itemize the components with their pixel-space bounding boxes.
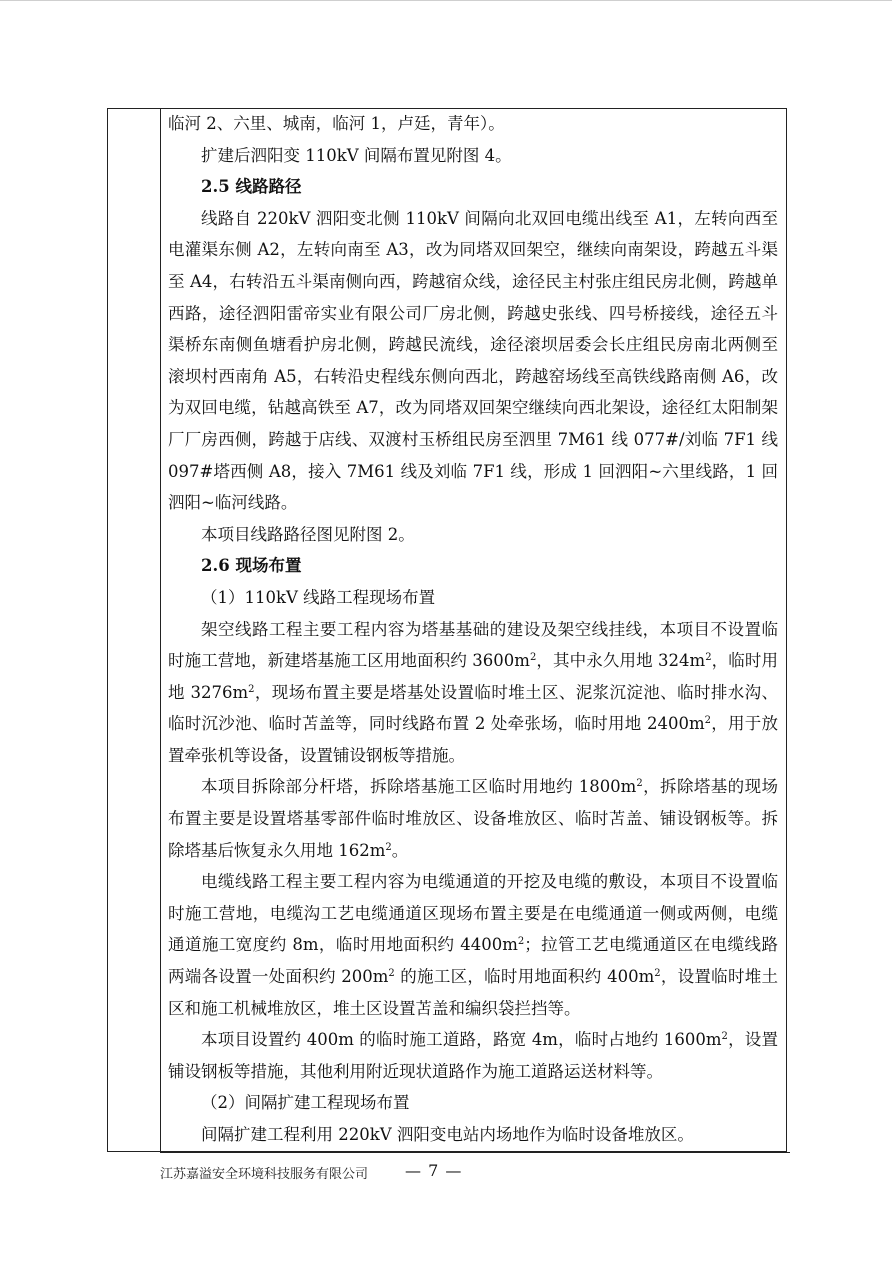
text-run: 电缆线路工程主要工程内容为电缆通道的开挖及电缆的敷设，本项目不设置临时施工营地，电缆沟工艺电缆通道区现场布置主要是在电缆通道一侧或两侧，电缆通道施工宽度约 8m，临时用地面积约 4400m (168, 872, 778, 955)
text-run: ，临时用地 3276m (168, 651, 779, 702)
superscript: 2 (248, 683, 255, 695)
paragraph: 本项目线路路径图见附图 2。 (201, 524, 415, 544)
text-run: 本项目拆除部分杆塔，拆除塔基施工区临时用地约 1800m (201, 777, 637, 797)
superscript: 2 (721, 1031, 728, 1043)
text-run: 。 (391, 840, 409, 860)
paragraph: 间隔扩建工程利用 220kV 泗阳变电站内场地作为临时设备堆放区。 (201, 1125, 694, 1144)
superscript: 2 (704, 715, 712, 727)
paragraph (168, 771, 778, 866)
document-body (168, 108, 778, 1151)
paragraph: 扩建后泗阳变 110kV 间隔布置见附图 4。 (201, 145, 512, 165)
column-divider (160, 109, 161, 1151)
superscript: 2 (388, 968, 395, 980)
superscript: 2 (385, 841, 392, 853)
text-run: ，拆除塔基的现场布置主要是设置塔基零部件临时堆放区、设备堆放区、临时苫盖、铺设钢板等。拆除塔基后恢复永久用地 162m (168, 777, 779, 860)
page-number: — 7 — (405, 1161, 463, 1180)
text-run: ，其中永久用地 324m (536, 651, 706, 671)
text-run: ；拉管工艺电缆通道区在电缆线路两端各设置一处面积约 200m (168, 935, 778, 987)
company-name: 江苏嘉溢安全环境科技服务有限公司 (160, 1167, 369, 1182)
text-run: ，设置临时堆土区和施工机械堆放区，堆土区设置苫盖和编织袋拦挡等。 (168, 967, 779, 1018)
paragraph (168, 614, 778, 772)
superscript: 2 (654, 968, 661, 980)
text-run: ，现场布置主要是塔基处设置临时堆土区、泥浆沉淀池、临时排水沟、临时沉沙池、临时苫盖等，同时线路布置 2 处牵张场，临时用地 2400m (168, 682, 778, 734)
top-rule (0, 0, 892, 1)
text-run: ，设置铺设钢板等措施，其他利用附近现状道路作为施工道路运送材料等。 (168, 1030, 778, 1081)
superscript: 2 (636, 778, 643, 790)
paragraph: 线路自 220kV 泗阳变北侧 110kV 间隔向北双回电缆出线至 A1，左转向西至电灌渠东侧 A2，左转向南至 A3，改为同塔双回架空，继续向南架设，跨越五斗渠至 A4，右转沿五斗渠南侧向西，跨越宿众线，途径民主村张庄组民房北侧，跨越单西路，途径泗阳雷帝实业有限公司厂房北侧，跨越史张线、四号桥接线，途径五斗渠桥东南侧鱼塘看护房北侧，跨越民流线，途径滚坝居委会长庄组民房南北两侧至滚坝村西南角 A5，右转沿史程线东侧向西北，跨越窑场线至高铁线路南侧 A6，改为双回电缆，钻越高铁至 A7，改为同塔双回架空继续向西北架设，途径红太阳制架厂厂房西侧，跨越于店线、双渡村玉桥组民房至泗里 7M61 线 077#/刘临 7F1 线 097#塔西侧 A8，接入 7M61 线及刘临 7F1 线，形成 1 回泗阳~六里线路，1 回泗阳~临河线路。 (168, 208, 778, 513)
section-heading-2-5: 2.5 线路路径 (201, 177, 302, 197)
paragraph (168, 1024, 778, 1087)
subsection-heading: （1）110kV 线路工程现场布置 (201, 587, 436, 607)
paragraph: 临河 2、六里、城南，临河 1，卢廷，青年）。 (168, 114, 505, 133)
text-run: 的施工区，临时用地面积约 400m (394, 967, 655, 987)
superscript: 2 (517, 936, 525, 948)
superscript: 2 (705, 652, 712, 664)
superscript: 2 (529, 652, 537, 664)
text-run: ，用于放置牵张机等设备，设置铺设钢板等措施。 (168, 714, 779, 765)
text-run: 本项目设置约 400m 的临时施工道路，路宽 4m，临时占地约 1600m (201, 1030, 722, 1050)
text-run: 架空线路工程主要工程内容为塔基基础的建设及架空线挂线，本项目不设置临时施工营地，新建塔基施工区用地面积约 3600m (168, 619, 778, 671)
subsection-heading: （2）间隔扩建工程现场布置 (201, 1093, 410, 1113)
paragraph (168, 866, 778, 1024)
page-footer (160, 1152, 790, 1183)
section-heading-2-6: 2.6 现场布置 (201, 556, 302, 576)
